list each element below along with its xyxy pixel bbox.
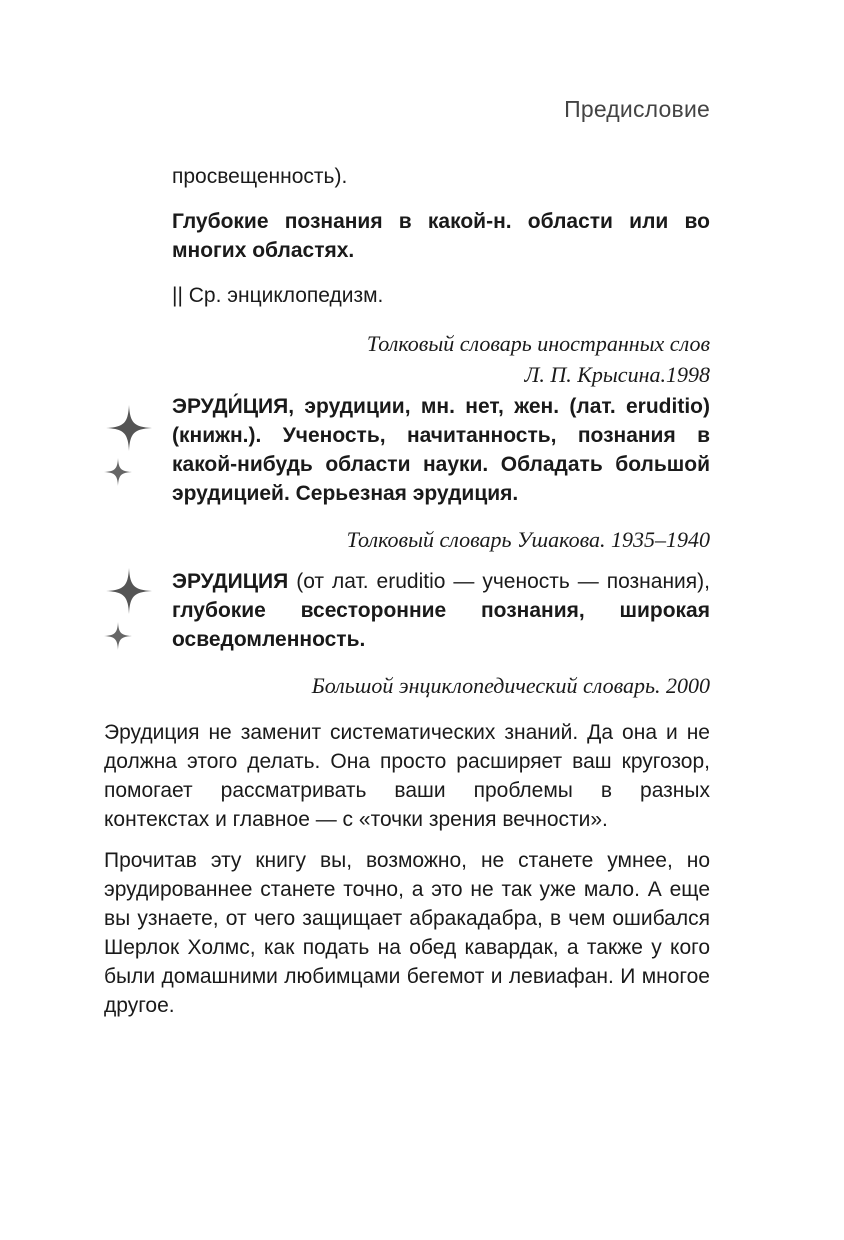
- entry-2-grammar: , эрудиции, мн. нет, жен. (лат. eruditio) (книжн.).: [172, 395, 710, 447]
- entry-3-source: Большой энциклопедический словарь. 2000: [311, 673, 710, 698]
- entry-2-headword: ЭРУДИ́ЦИЯ: [172, 395, 289, 418]
- dictionary-entry-2: [172, 392, 710, 555]
- entry-2-text: [172, 392, 710, 508]
- entry-1-crossref: || Ср. энциклопедизм.: [172, 284, 384, 307]
- dictionary-entry-3: [172, 567, 710, 701]
- entry-1-tail: просвещенность).: [172, 165, 348, 188]
- entry-2-definition: Ученость, начитанность, познания в какой-нибудь области науки. Обладать большой эрудицией. Серьезная эрудиция.: [172, 424, 710, 505]
- body-paragraph-1: Эрудиция не заменит систематических знаний. Да она и не должна этого делать. Она просто расширяет ваш кругозор, помогает рассматривать ваши проблемы в разных контекстах и главное — с «точки зрения вечности».: [104, 721, 710, 831]
- running-head: Предисловие: [564, 96, 710, 122]
- body-paragraph-2: Прочитав эту книгу вы, возможно, не станете умнее, но эрудированнее станете точно, а это не так уже мало. А еще вы узнаете, от чего защищает абракадабра, в чем ошибался Шерлок Холмс, как подать на обед кавардак, а также у кого были домашними любимцами бегемот и левиафан. И многое другое.: [104, 849, 710, 1017]
- entry-1-source-line-2: Л. П. Крысина.1998: [524, 362, 710, 387]
- entry-2-source: Толковый словарь Ушакова. 1935–1940: [346, 527, 710, 552]
- sparkle-star-icon: [106, 568, 152, 614]
- sparkle-star-icon: [104, 622, 132, 650]
- entry-3-text: [172, 567, 710, 654]
- sparkle-star-icon: [104, 458, 132, 486]
- dictionary-entry-1: [172, 162, 710, 390]
- entry-1-definition: Глубокие познания в какой-н. области или во многих областях.: [172, 210, 710, 262]
- entry-3-definition: глубокие всесторонние познания, широкая осведомленность.: [172, 599, 710, 651]
- entry-1-source-line-1: Толковый словарь иностранных слов: [366, 331, 710, 356]
- sparkle-star-icon: [106, 405, 152, 451]
- entry-3-etymology: (от лат. eruditio — ученость — познания),: [288, 570, 710, 593]
- entry-3-headword: ЭРУДИЦИЯ: [172, 570, 289, 593]
